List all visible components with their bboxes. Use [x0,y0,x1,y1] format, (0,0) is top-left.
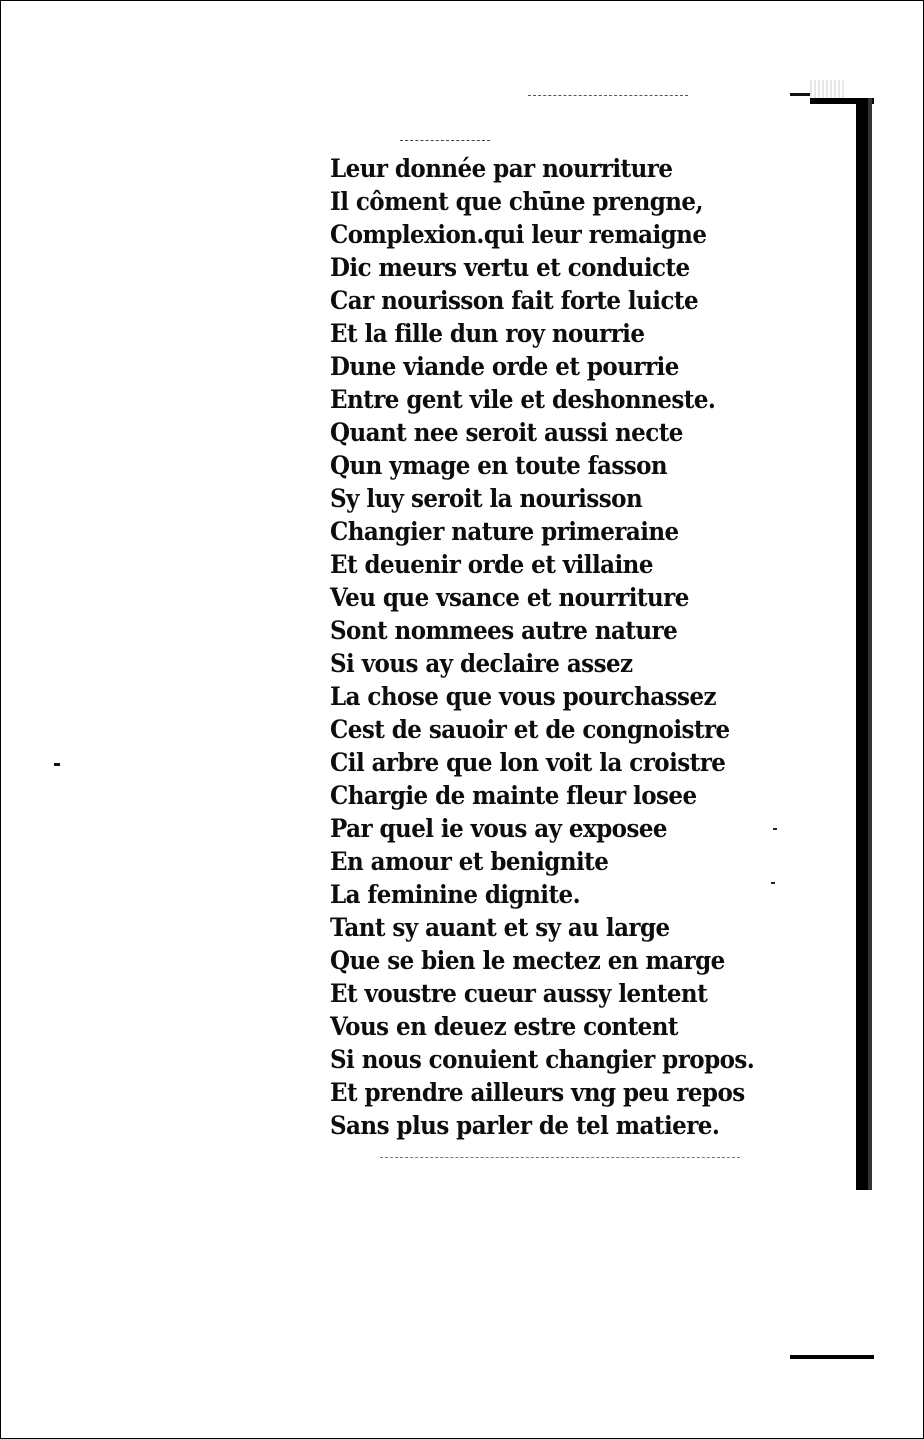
verse-line: Et deuenir orde et villaine [330,550,653,579]
verse-line: En amour et benignite [330,847,609,876]
top-faint-rule [528,95,688,96]
verse-line: Sans plus parler de tel matiere. [330,1111,720,1140]
margin-mark [790,93,810,96]
verse-line: Que se bien le mectez en marge [330,946,725,975]
verse-line: Cil arbre que lon voit la croistre [330,748,726,777]
left-margin-speck [54,763,60,766]
verse-line: Tant sy auant et sy au large [330,913,670,942]
verse-line: La chose que vous pourchassez [330,682,717,711]
verse-line: Complexion.qui leur remaigne [330,220,707,249]
verse-line: Par quel ie vous ay exposee [330,814,668,843]
corner-smudge [810,80,846,98]
verse-line: Si vous ay declaire assez [330,649,633,678]
binding-vertical-bar [856,98,874,1190]
verse-line: Quant nee seroit aussi necte [330,418,683,447]
binding-bottom-rule [790,1355,874,1359]
verse-line: Dic meurs vertu et conduicte [330,253,690,282]
verse-line: Changier nature primeraine [330,517,679,546]
verse-line: Sont nommees autre nature [330,616,678,645]
verse-line: Cest de sauoir et de congnoistre [330,715,730,744]
verse-line: Et prendre ailleurs vng peu repos [330,1078,745,1107]
verse-line: Vous en deuez estre content [330,1012,678,1041]
ink-specks-bottom [380,1157,740,1158]
verse-line: Leur donnée par nourriture [330,154,673,183]
verse-line: Et voustre cueur aussy lentent [330,979,708,1008]
verse-line: Il côment que chūne prengne, [330,187,703,216]
verse-line: Si nous conuient changier propos. [330,1045,755,1074]
verse-line: Qun ymage en toute fasson [330,451,668,480]
verse-line: Chargie de mainte fleur losee [330,781,697,810]
verse-text-block [330,152,790,1142]
verse-line: Veu que vsance et nourriture [330,583,689,612]
ink-specks-top [400,140,490,141]
verse-line: La feminine dignite. [330,880,581,909]
verse-line: Car nourisson fait forte luicte [330,286,699,315]
verse-line: Entre gent vile et deshonneste. [330,385,716,414]
verse-line: Sy luy seroit la nourisson [330,484,643,513]
verse-line: Dune viande orde et pourrie [330,352,679,381]
verse-line: Et la fille dun roy nourrie [330,319,645,348]
